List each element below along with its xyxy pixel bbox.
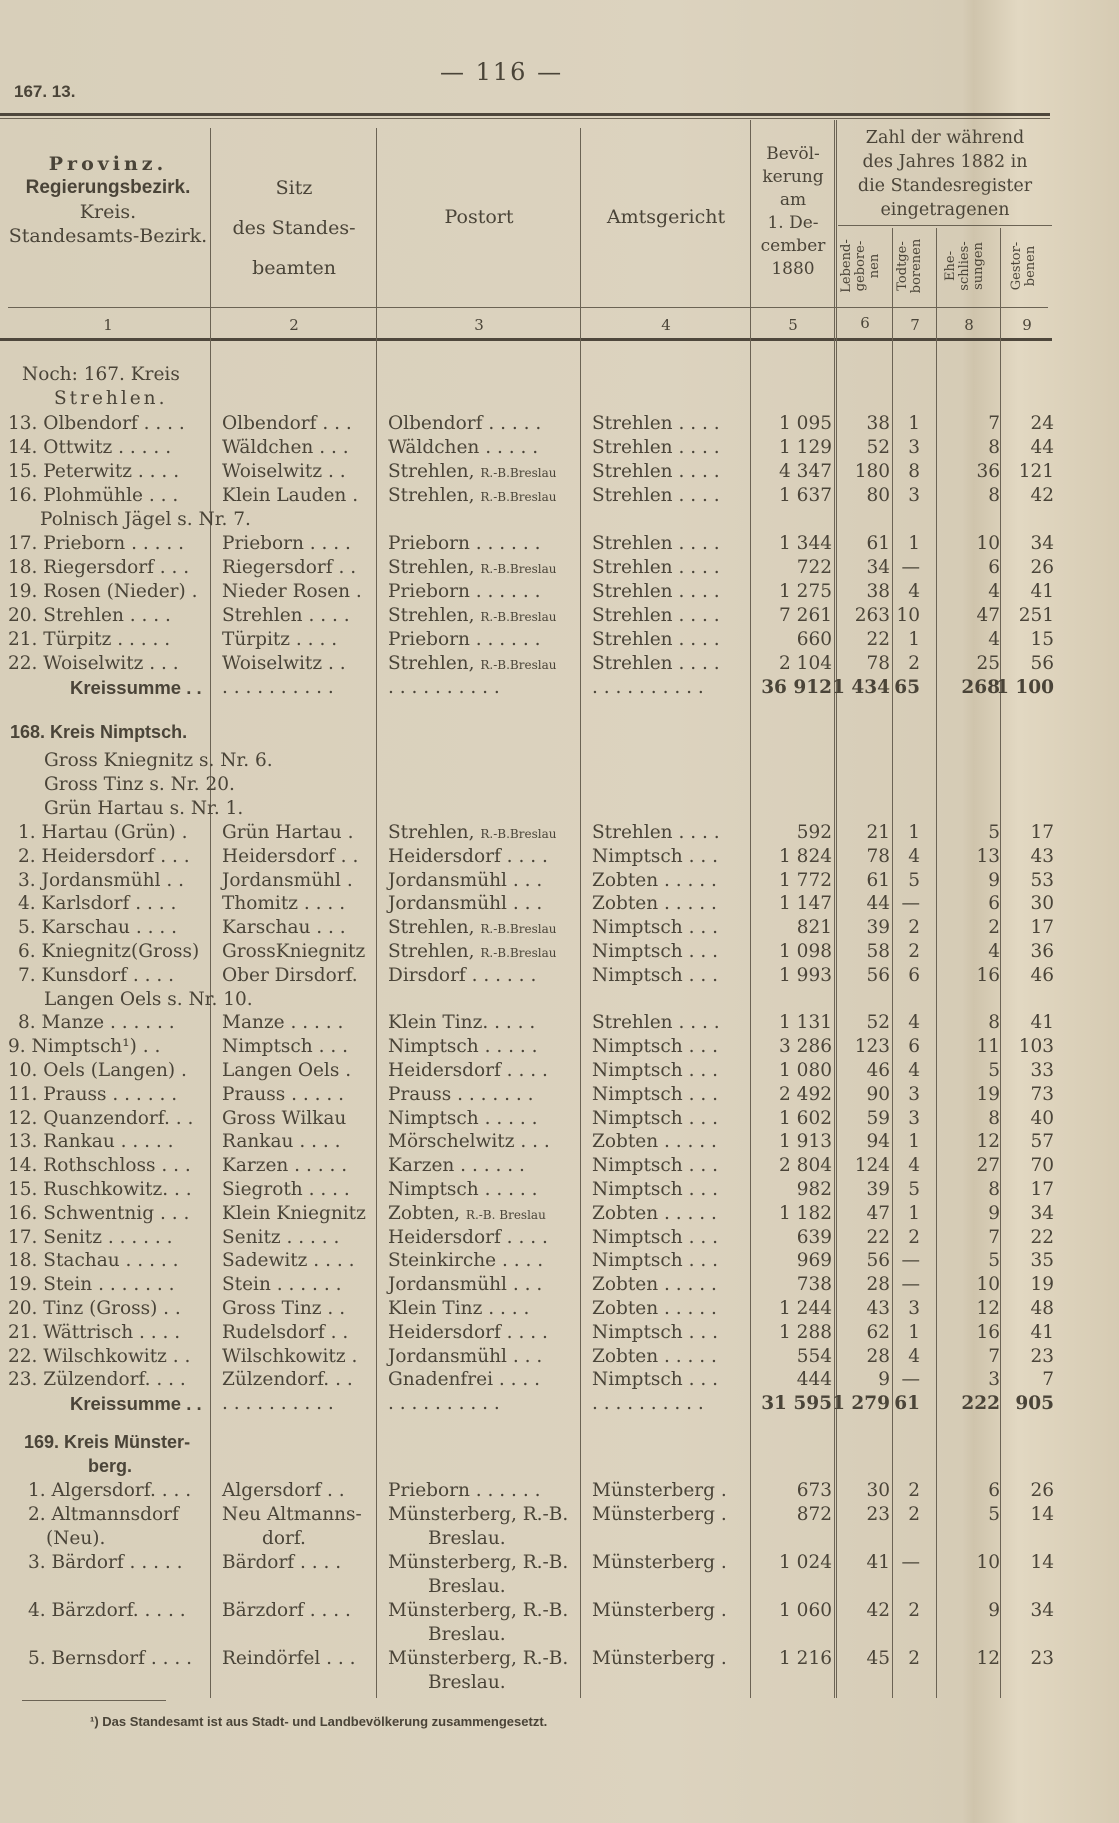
top-rule [0, 113, 1050, 116]
table-row: 20. Tinz (Gross) . . Gross Tinz . . Klein Tinz . . . . Zobten . . . . . 1 244 43 3 12 48 [8, 1298, 1054, 1319]
header-col6: Lebend- gebore- nen [839, 239, 882, 293]
group-divider [838, 225, 1052, 226]
table-row: 22. Wilschkowitz . . Wilschkowitz . Jordansmühl . . . Zobten . . . . . 554 28 4 7 23 [8, 1345, 1054, 1367]
colnum-3: 3 [474, 316, 484, 334]
colnum-5: 5 [788, 316, 798, 334]
table-row: 21. Wättrisch . . . . Rudelsdorf . . Heidersdorf . . . . Nimptsch . . . 1 288 62 1 16 41 [8, 1321, 1054, 1343]
header-col1: Provinz. Regierungsbezirk. Kreis. Standesamts-Bezirk. [8, 153, 208, 247]
section-title: 169. Kreis Münster- [24, 1432, 191, 1452]
table-row: 15. Peterwitz . . . . Woiselwitz . . Strehlen, R.-B.Breslau Strehlen . . . . 4 347 180 8 36 121 [8, 461, 1054, 482]
table-row: 1. Hartau (Grün) . Grün Hartau . Strehlen, R.-B.Breslau Strehlen . . . . 592 21 1 5 17 [18, 822, 1054, 843]
table-row: 1. Algersdorf. . . . Algersdorf . . Prieborn . . . . . . Münsterberg . 673 30 2 6 26 [28, 1480, 1054, 1501]
header-col4: Amtsgericht [606, 206, 726, 228]
table-row: 18. Riegersdorf . . . Riegersdorf . . Strehlen, R.-B.Breslau Strehlen . . . . 722 34 — 6 26 [8, 557, 1054, 578]
table-row: 3. Jordansmühl . . Jordansmühl . Jordansmühl . . . Zobten . . . . . 1 772 61 5 9 53 [18, 869, 1054, 891]
section-code: 167. 13. [14, 82, 76, 101]
section-title: Noch: 167. Kreis [22, 364, 180, 385]
table-row: 2. Altmannsdorf (Neu). Neu Altmanns- dorf. Münsterberg, R.-B. Breslau. Münsterberg . 872 23 2 5 14 [28, 1504, 1054, 1549]
cross-reference-note: Grün Hartau s. Nr. 1. [44, 798, 244, 819]
colnum-6: 6 [860, 314, 870, 332]
table-row: 13. Olbendorf . . . . Olbendorf . . . Olbendorf . . . . . Strehlen . . . . 1 095 38 1 7 24 [8, 413, 1054, 434]
table-row: 5. Karschau . . . . Karschau . . . Strehlen, R.-B.Breslau Nimptsch . . . 821 39 2 2 17 [18, 917, 1054, 939]
table-row: 4. Bärzdorf. . . . . Bärzdorf . . . . Münsterberg, R.-B. Breslau. Münsterberg . 1 060 42 2 9 34 [28, 1600, 1054, 1645]
header-col8: Ehe- schlies- sungen [943, 241, 986, 291]
table-row: 19. Rosen (Nieder) . Nieder Rosen . Prieborn . . . . . . Strehlen . . . . 1 275 38 4 4 41 [8, 581, 1054, 602]
cross-reference-note: Polnisch Jägel s. Nr. 7. [40, 509, 251, 530]
table-row: 3. Bärdorf . . . . . Bärdorf . . . . Münsterberg, R.-B. Breslau. Münsterberg . 1 024 41 — 10 14 [28, 1552, 1054, 1597]
header-group: Zahl der während des Jahres 1882 in die Standesregister eingetragenen [857, 128, 1033, 220]
colnum-9: 9 [1022, 316, 1032, 334]
table-row: 23. Zülzendorf. . . . Zülzendorf. . . Gnadenfrei . . . . Nimptsch . . . 444 9 — 3 7 [8, 1369, 1054, 1391]
table-row: 18. Stachau . . . . . Sadewitz . . . . Steinkirche . . . . Nimptsch . . . 969 56 — 5 35 [8, 1250, 1054, 1272]
header-bottom-rule [0, 338, 1052, 341]
total-row: Kreissumme . . . . . . . . . . . . . . . . . . . . . . . . . . . . . . . . 31 595 1 279 61 222 905 [70, 1393, 1054, 1415]
table-row: 2. Heidersdorf . . . Heidersdorf . . Heidersdorf . . . . Nimptsch . . . 1 824 78 4 13 43 [18, 845, 1054, 867]
table-row: 10. Oels (Langen) . Langen Oels . Heidersdorf . . . . Nimptsch . . . 1 080 46 4 5 33 [8, 1060, 1054, 1081]
table-row: 4. Karlsdorf . . . . Thomitz . . . . Jordansmühl . . . Zobten . . . . . 1 147 44 — 6 30 [18, 893, 1054, 915]
table-row: 19. Stein . . . . . . . Stein . . . . . . Jordansmühl . . . Zobten . . . . . 738 28 — 10 19 [8, 1274, 1054, 1296]
total-row: Kreissumme . . . . . . . . . . . . . . . . . . . . . . . . . . . . . . . . 36 912 1 434 65 268 1 100 [70, 677, 1054, 698]
colnum-1: 1 [103, 316, 113, 334]
top-rule-thin [0, 118, 1050, 119]
table-row: 11. Prauss . . . . . . Prauss . . . . . Prauss . . . . . . . Nimptsch . . . 2 492 90 3 19 73 [8, 1083, 1054, 1105]
header-col5: Bevöl- kerung am 1. De- cember 1880 [760, 144, 826, 279]
table-row: 7. Kunsdorf . . . . Ober Dirsdorf. Dirsdorf . . . . . . Nimptsch . . . 1 993 56 6 16 46 [18, 964, 1054, 986]
header-col2: Sitz des Standes- beamten [232, 177, 356, 279]
table-row: 6. Kniegnitz(Gross) GrossKniegnitz Strehlen, R.-B.Breslau Nimptsch . . . 1 098 58 2 4 36 [18, 941, 1054, 962]
table-row: 17. Senitz . . . . . . Senitz . . . . . Heidersdorf . . . . Nimptsch . . . 639 22 2 7 22 [8, 1226, 1054, 1248]
table-row: 13. Rankau . . . . . Rankau . . . . Mörschelwitz . . . Zobten . . . . . 1 913 94 1 12 57 [8, 1131, 1054, 1153]
table-row: 9. Nimptsch¹) . . Nimptsch . . . Nimptsch . . . . . Nimptsch . . . 3 286 123 6 11 103 [8, 1036, 1054, 1058]
cross-reference-note: Gross Tinz s. Nr. 20. [44, 774, 235, 795]
footnote-rule [22, 1700, 166, 1701]
colnum-8: 8 [964, 316, 974, 334]
table-row: 14. Ottwitz . . . . . Wäldchen . . . Wäldchen . . . . . Strehlen . . . . 1 129 52 3 8 44 [8, 437, 1054, 458]
header-col9: Gestor- benen [1009, 241, 1038, 291]
cross-reference-note: Langen Oels s. Nr. 10. [44, 988, 253, 1010]
colnum-2: 2 [289, 316, 299, 334]
table-row: 15. Ruschkowitz. . . Siegroth . . . . Nimptsch . . . . . Nimptsch . . . 982 39 5 8 17 [8, 1179, 1054, 1200]
table-row: 17. Prieborn . . . . . Prieborn . . . . Prieborn . . . . . . Strehlen . . . . 1 344 61 1 10 34 [8, 533, 1054, 554]
section-title-line2: berg. [88, 1456, 133, 1476]
table-row: 5. Bernsdorf . . . . Reindörfel . . . Münsterberg, R.-B. Breslau. Münsterberg . 1 216 45 2 12 23 [28, 1648, 1054, 1693]
table-row: 20. Strehlen . . . . Strehlen . . . . Strehlen, R.-B.Breslau Strehlen . . . . 7 261 263 10 47 251 [8, 605, 1054, 626]
cross-reference-note: Gross Kniegnitz s. Nr. 6. [44, 750, 273, 771]
table-row: 16. Schwentnig . . . Klein Kniegnitz Zobten, R.-B. Breslau Zobten . . . . . 1 182 47 1 9 34 [8, 1202, 1054, 1224]
table-row: 16. Plohmühle . . . Klein Lauden . Strehlen, R.-B.Breslau Strehlen . . . . 1 637 80 3 8 42 [8, 485, 1054, 506]
colnum-4: 4 [661, 316, 671, 334]
table-row: 14. Rothschloss . . . Karzen . . . . . Karzen . . . . . . Nimptsch . . . 2 804 124 4 27 70 [8, 1155, 1054, 1177]
section-title: 168. Kreis Nimptsch. [10, 722, 188, 742]
footnote: ¹) Das Standesamt ist aus Stadt- und Landbevölkerung zusammengesetzt. [90, 1714, 548, 1729]
section-title-line2: Strehlen. [54, 388, 168, 409]
table-row: 22. Woiselwitz . . . Woiselwitz . . Strehlen, R.-B.Breslau Strehlen . . . . 2 104 78 2 25 56 [8, 653, 1054, 674]
table-row: 8. Manze . . . . . . Manze . . . . . Klein Tinz. . . . . Strehlen . . . . 1 131 52 4 8 41 [18, 1012, 1054, 1034]
table-row: 12. Quanzendorf. . . Gross Wilkau Nimptsch . . . . . Nimptsch . . . 1 602 59 3 8 40 [8, 1107, 1054, 1129]
header-col7: Todtge- borenen [895, 238, 924, 294]
header-col3: Postort [444, 206, 514, 228]
page-number: — 116 — [440, 58, 564, 86]
table-row: 21. Türpitz . . . . . Türpitz . . . . Prieborn . . . . . . Strehlen . . . . 660 22 1 4 15 [8, 629, 1054, 650]
colnum-7: 7 [910, 316, 920, 334]
